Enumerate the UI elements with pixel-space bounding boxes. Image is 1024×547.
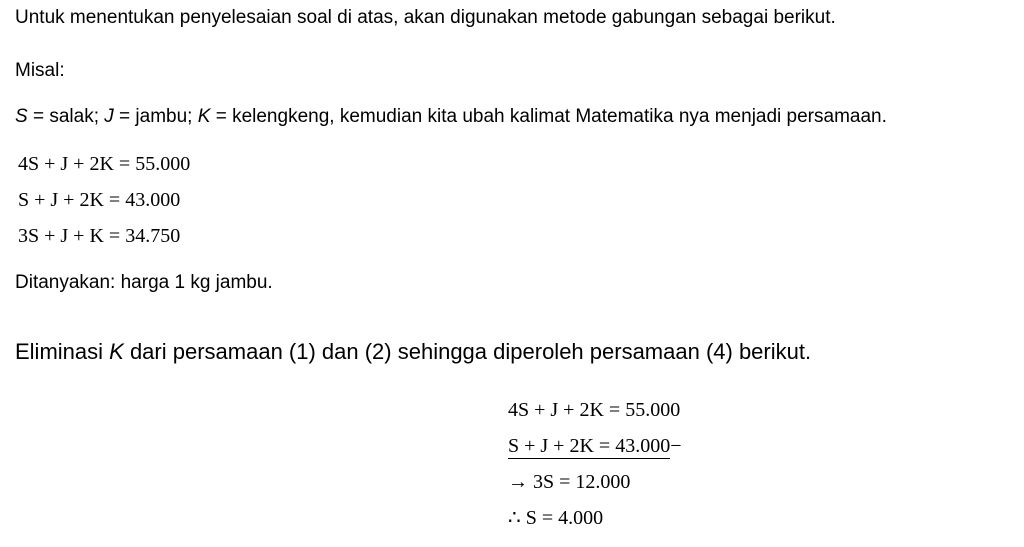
work-line-2 (508, 435, 681, 457)
subtract-operator: − (670, 435, 682, 457)
var-j: J (104, 106, 114, 127)
work-line-1: 4S + J + 2K = 55.000 (508, 399, 681, 421)
work-line-2-equation: S + J + 2K = 43.000 (508, 435, 671, 457)
variable-definitions (15, 106, 887, 128)
question-text: Ditanyakan: harga 1 kg jambu. (15, 272, 273, 293)
work-line-3: → 3S = 12.000 (508, 471, 631, 493)
equation-1: 4S + J + 2K = 55.000 (18, 153, 191, 175)
equation-2: S + J + 2K = 43.000 (18, 189, 181, 211)
elimination-var: K (109, 339, 124, 364)
var-j-def: = jambu; (113, 106, 198, 127)
elimination-before: Eliminasi (15, 339, 110, 364)
elimination-after: dari persamaan (1) dan (2) sehingga diperoleh persamaan (4) berikut. (123, 339, 812, 364)
var-k: K (197, 106, 211, 127)
var-s: S (15, 106, 28, 127)
misal-label: Misal: (15, 60, 65, 81)
elimination-text (15, 339, 811, 365)
work-result: ∴ S = 4.000 (508, 507, 604, 529)
var-k-def: = kelengkeng, kemudian kita ubah kalimat Matematika nya menjadi persamaan. (210, 106, 887, 127)
intro-text: Untuk menentukan penyelesaian soal di atas, akan digunakan metode gabungan sebagai berikut. (15, 7, 836, 28)
var-s-def: = salak; (27, 106, 105, 127)
equation-3: 3S + J + K = 34.750 (18, 225, 181, 247)
